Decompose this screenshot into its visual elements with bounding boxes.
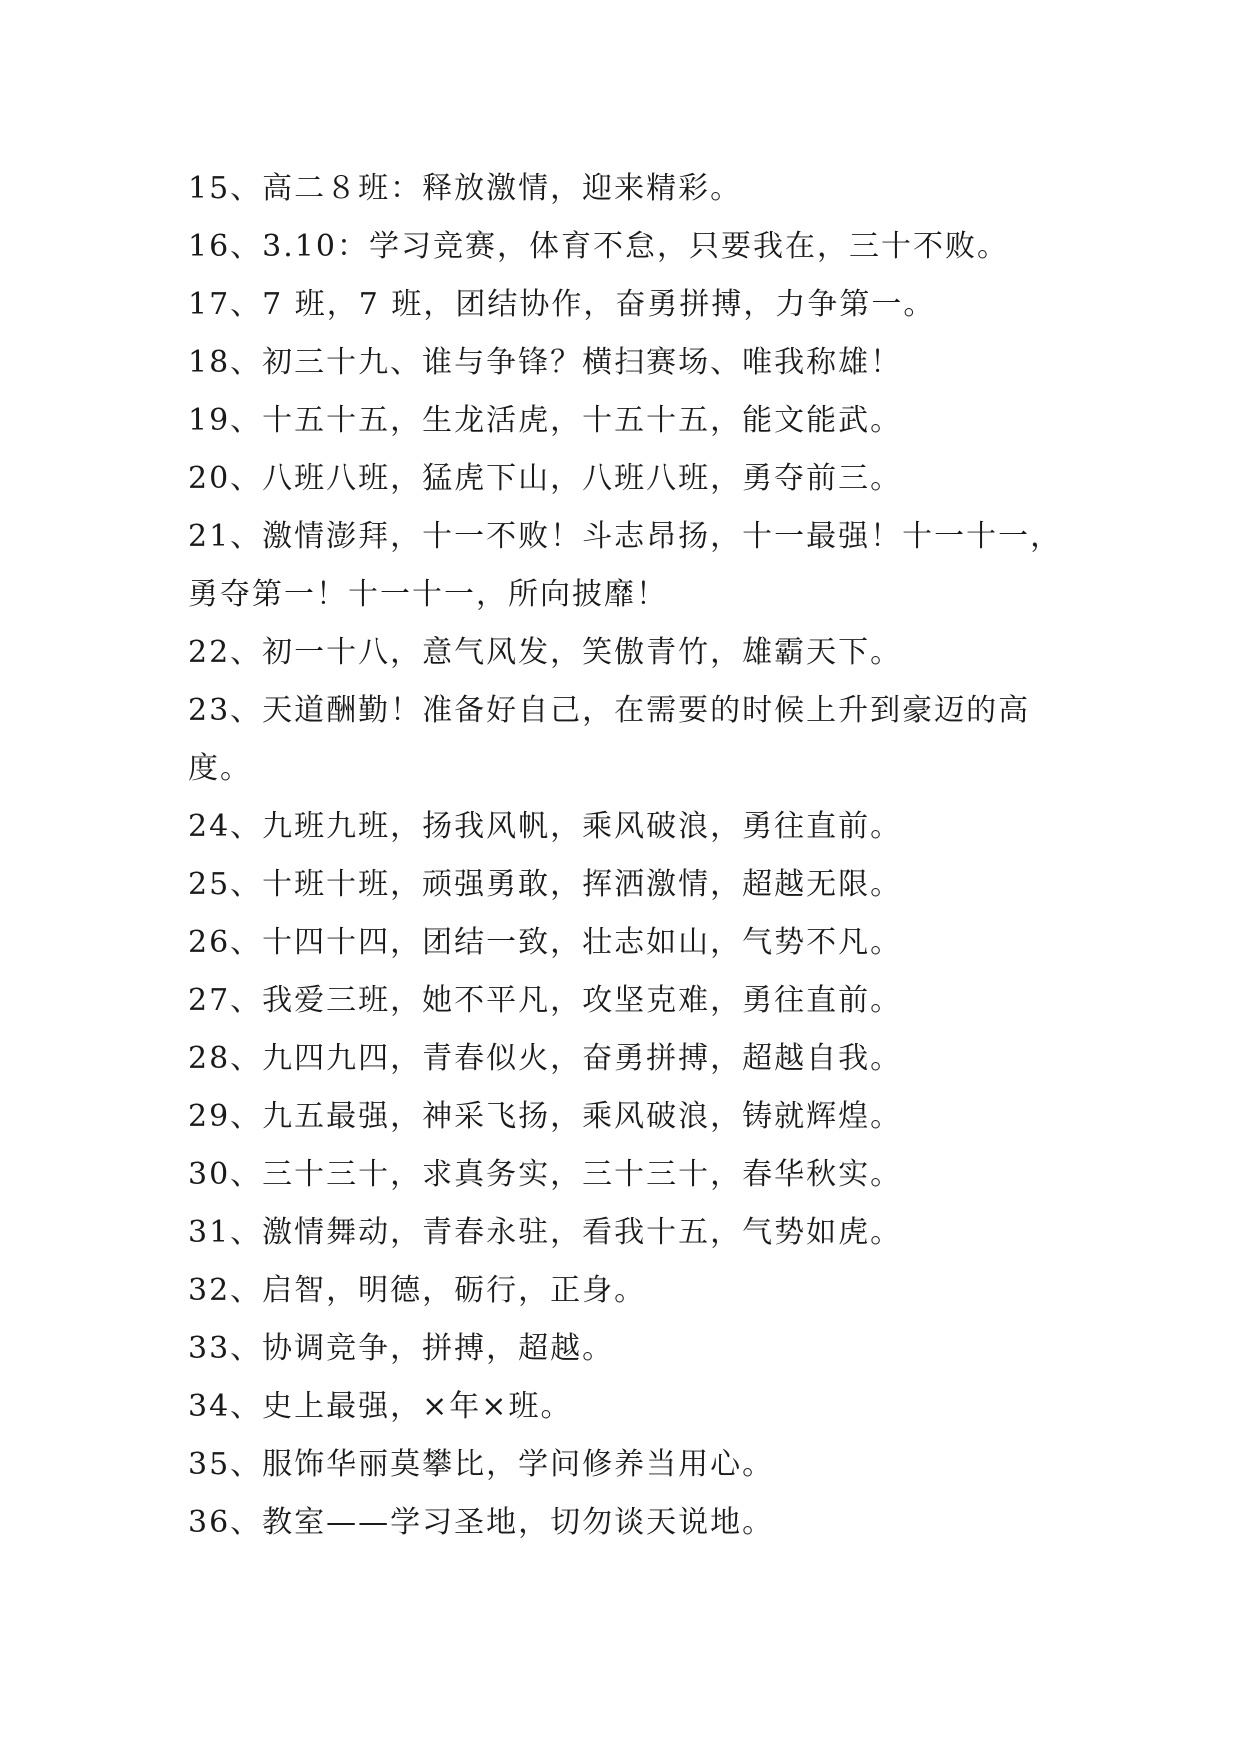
slogan-line-33: 33、协调竞争，拼搏，超越。 — [188, 1331, 615, 1366]
slogan-line-21-continued: 勇夺第一！十一十一，所向披靡！ — [188, 577, 668, 612]
slogan-line-19: 19、十五十五，生龙活虎，十五十五，能文能武。 — [188, 403, 903, 438]
slogan-line-15: 15、高二８班：释放激情，迎来精彩。 — [188, 171, 743, 206]
slogan-line-22: 22、初一十八，意气风发，笑傲青竹，雄霸天下。 — [188, 635, 903, 670]
slogan-line-26: 26、十四十四，团结一致，壮志如山，气势不凡。 — [188, 925, 903, 960]
slogan-line-16: 16、3.10：学习竞赛，体育不怠，只要我在，三十不败。 — [188, 229, 1009, 264]
slogan-line-17: 17、7 班，7 班，团结协作，奋勇拼搏，力争第一。 — [188, 287, 936, 322]
slogan-line-31: 31、激情舞动，青春永驻，看我十五，气势如虎。 — [188, 1215, 903, 1250]
slogan-line-25: 25、十班十班，顽强勇敢，挥洒激情，超越无限。 — [188, 867, 903, 902]
slogan-line-36: 36、教室——学习圣地，切勿谈天说地。 — [188, 1505, 775, 1540]
slogan-line-32: 32、启智，明德，砺行，正身。 — [188, 1273, 647, 1308]
slogan-line-30: 30、三十三十，求真务实，三十三十，春华秋实。 — [188, 1157, 903, 1192]
slogan-line-21: 21、激情澎拜，十一不败！斗志昂扬，十一最强！十一十一， — [188, 519, 1063, 554]
slogan-line-27: 27、我爱三班，她不平凡，攻坚克难，勇往直前。 — [188, 983, 903, 1018]
slogan-line-23: 23、天道酬勤！准备好自己，在需要的时候上升到豪迈的高 — [188, 693, 1031, 728]
slogan-line-23-continued: 度。 — [188, 751, 252, 786]
slogan-line-34: 34、史上最强，×年×班。 — [188, 1389, 573, 1424]
slogan-line-29: 29、九五最强，神采飞扬，乘风破浪，铸就辉煌。 — [188, 1099, 903, 1134]
document-body — [188, 160, 1063, 1552]
slogan-line-20: 20、八班八班，猛虎下山，八班八班，勇夺前三。 — [188, 461, 903, 496]
slogan-line-24: 24、九班九班，扬我风帆，乘风破浪，勇往直前。 — [188, 809, 903, 844]
slogan-line-35: 35、服饰华丽莫攀比，学问修养当用心。 — [188, 1447, 775, 1482]
slogan-line-28: 28、九四九四，青春似火，奋勇拼搏，超越自我。 — [188, 1041, 903, 1076]
slogan-line-18: 18、初三十九、谁与争锋？横扫赛场、唯我称雄！ — [188, 345, 903, 380]
